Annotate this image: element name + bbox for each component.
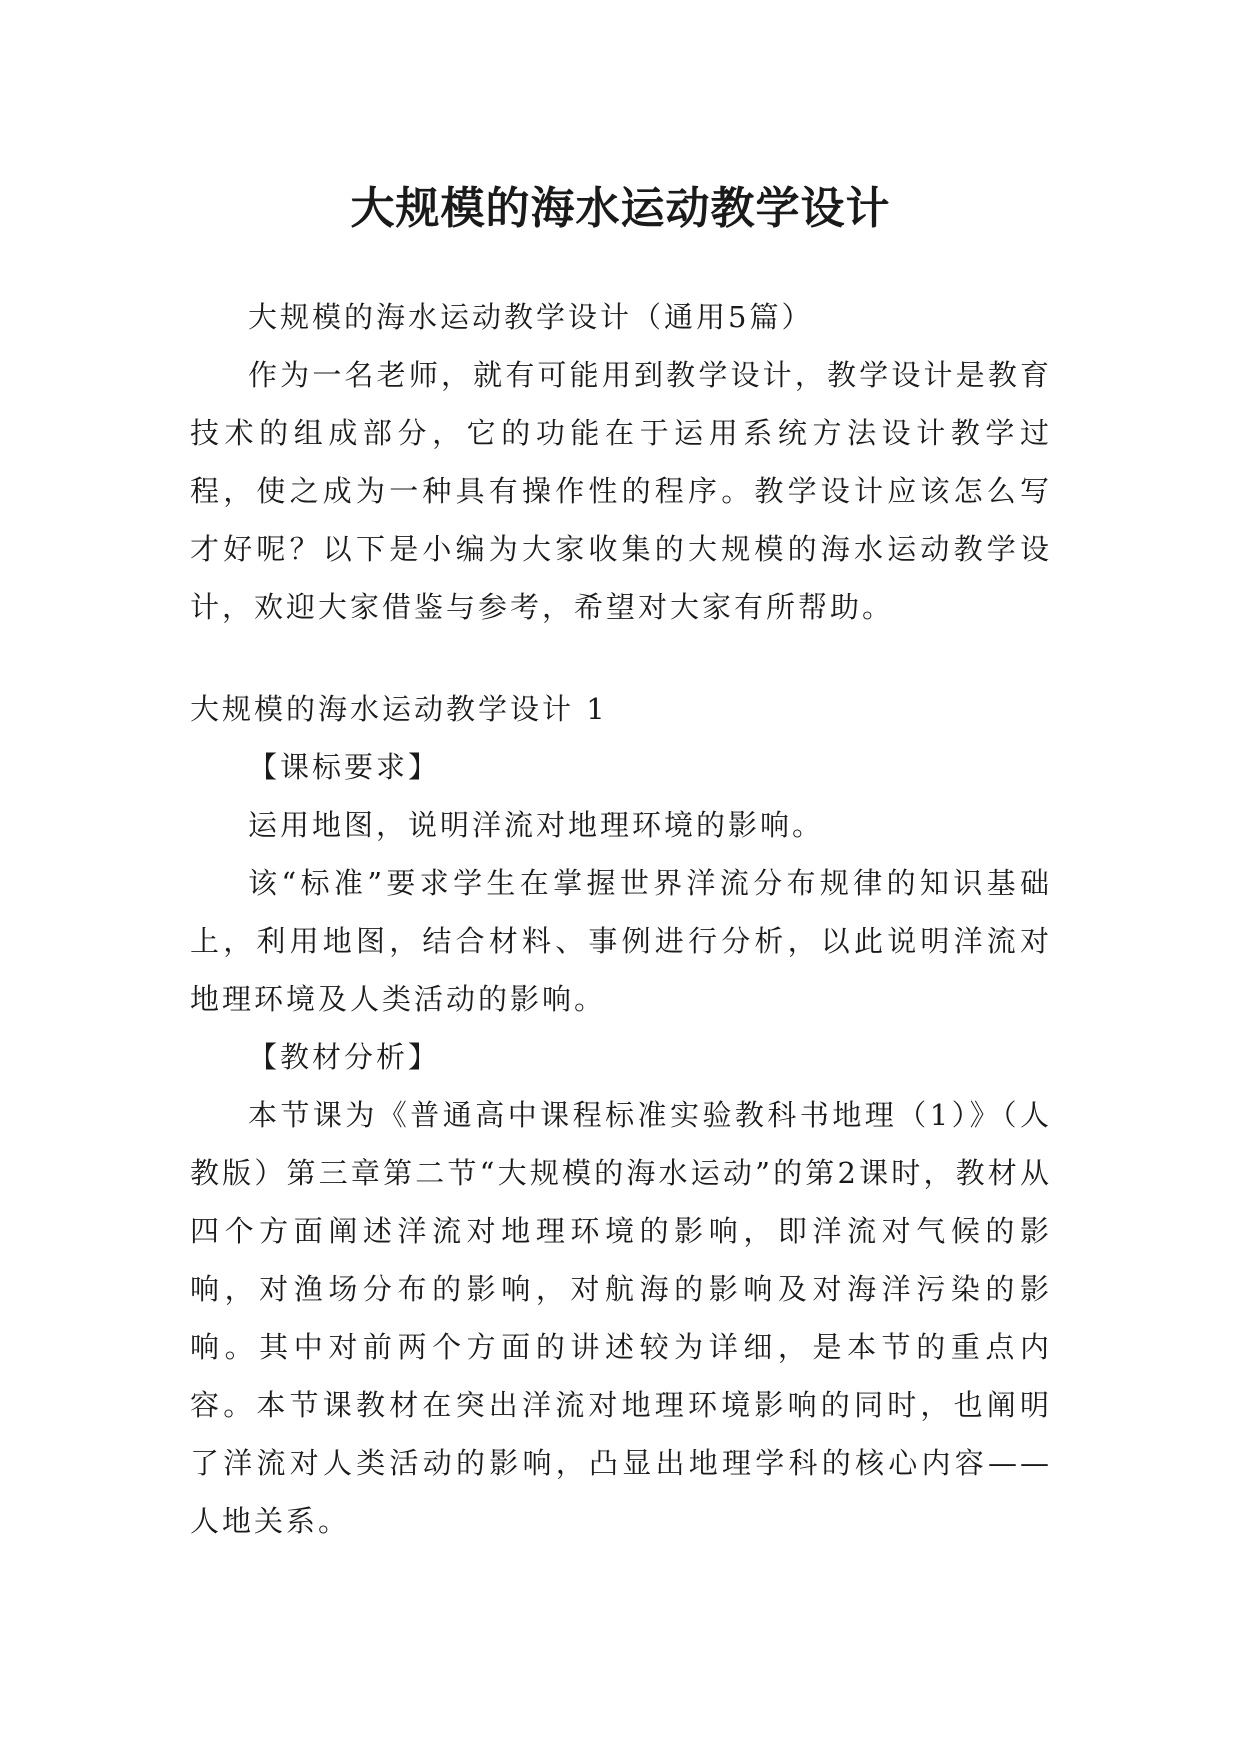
curriculum-paragraph-1: 运用地图，说明洋流对地理环境的影响。 — [248, 808, 825, 842]
document-title: 大规模的海水运动教学设计 — [350, 183, 891, 235]
textbook-paragraph-1: 本节课为《普通高中课程标准实验教科书地理（1）》（人教版）第三章第二节“大规模的海水运动”的第2课时，教材从四个方面阐述洋流对地理环境的影响，即洋流对气候的影响，对渔场分布的影响，对航海的影响及对海洋污染的影响。其中对前两个方面的讲述较为详细，是本节的重点内容。本节课教材在突出洋流对地理环境影响的同时，也阐明了洋流对人类活动的影响，凸显出地理学科的核心内容——人地关系。 — [190, 1098, 1052, 1538]
curriculum-paragraph-2: 该“标准”要求学生在掌握世界洋流分布规律的知识基础上，利用地图，结合材料、事例进行分析，以此说明洋流对地理环境及人类活动的影响。 — [190, 866, 1052, 1016]
section-1-heading: 大规模的海水运动教学设计 1 — [190, 692, 608, 726]
intro-subtitle: 大规模的海水运动教学设计（通用5篇） — [248, 300, 814, 334]
curriculum-heading: 【课标要求】 — [248, 750, 441, 784]
textbook-heading: 【教材分析】 — [248, 1040, 441, 1074]
document-body — [190, 288, 1052, 1550]
section-spacer — [190, 636, 1052, 680]
intro-paragraph: 作为一名老师，就有可能用到教学设计，教学设计是教育技术的组成部分，它的功能在于运用系统方法设计教学过程，使之成为一种具有操作性的程序。教学设计应该怎么写才好呢？以下是小编为大家收集的大规模的海水运动教学设计，欢迎大家借鉴与参考，希望对大家有所帮助。 — [190, 358, 1052, 624]
